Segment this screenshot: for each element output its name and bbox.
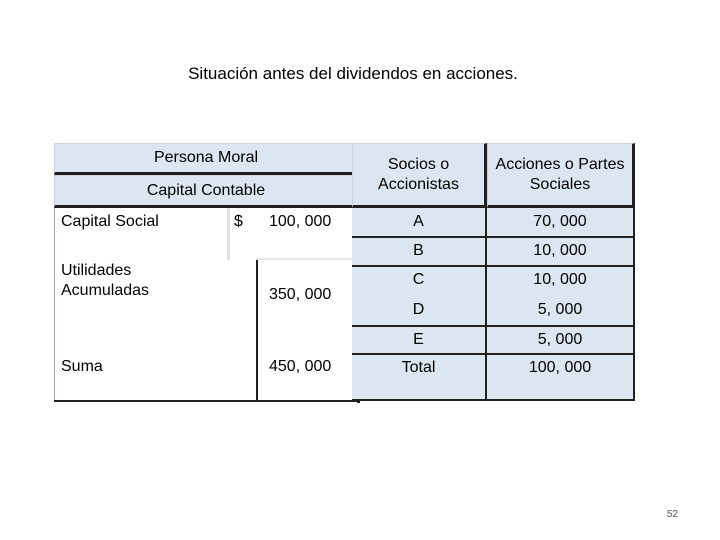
left-col-divider-2 [256,260,258,400]
socio-c: C [412,271,425,288]
total-label: Total [401,359,436,376]
acciones-header: Acciones o Partes Sociales [487,143,635,208]
left-table [54,143,360,403]
page-number: 52 [666,509,678,520]
socio-b: B [413,242,424,259]
acciones-d: 5, 000 [537,301,583,318]
socios-header: Socios o Accionistas [352,143,487,208]
utilidades-amount: 350, 000 [269,286,332,303]
socio-a: A [413,213,424,230]
socio-d: D [412,301,425,318]
left-table-bottom-border [54,400,360,402]
acciones-c: 10, 000 [533,271,587,288]
right-table [352,143,635,401]
acciones-a: 70, 000 [533,213,587,230]
suma-label: Suma [61,358,103,375]
currency-symbol: $ [234,213,243,230]
row-line-4 [352,353,635,355]
capital-social-amount: 100, 000 [269,213,332,230]
capital-social-label: Capital Social [61,213,159,230]
amount-sep-1 [256,258,360,260]
capital-contable-header: Capital Contable [54,175,360,208]
total-acciones: 100, 000 [528,359,592,376]
acciones-b: 10, 000 [533,242,587,259]
slide-title: Situación antes del dividendos en acciones. [188,64,518,83]
row-line-2 [352,265,635,267]
left-col-divider-1 [227,208,230,260]
persona-moral-header: Persona Moral [54,143,360,175]
utilidades-label: Utilidades Acumuladas [61,262,150,299]
acciones-e: 5, 000 [537,331,583,348]
row-line-3 [352,325,635,327]
row-line-1 [352,236,635,238]
socio-e: E [413,331,424,348]
suma-amount: 450, 000 [269,358,332,375]
